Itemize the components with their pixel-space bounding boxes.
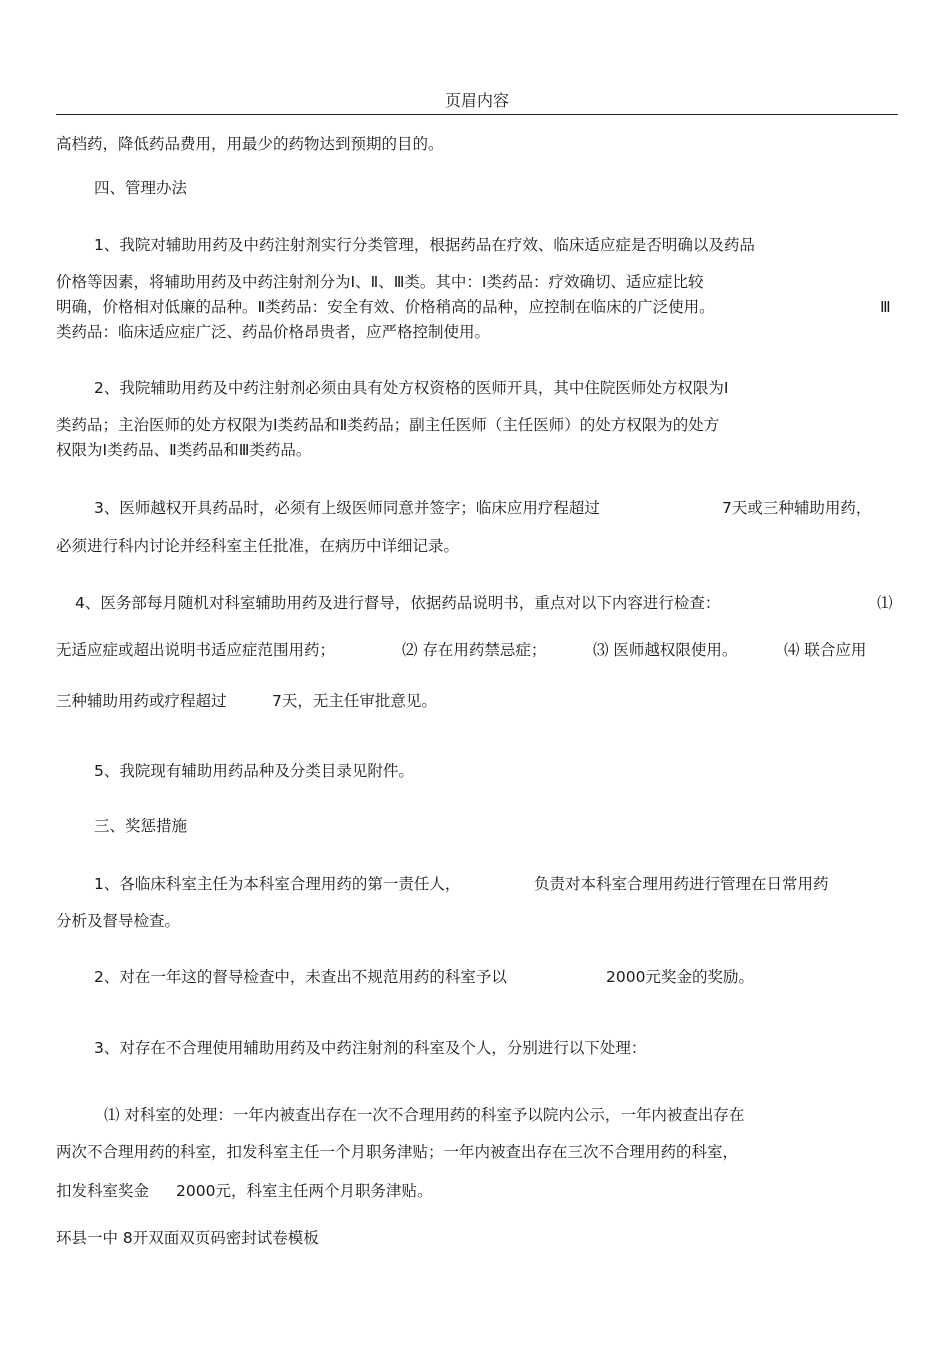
text-line: ⑴ 对科室的处理：一年内被查出存在一次不合理用药的科室予以院内公示，一年内被查出存在 xyxy=(104,1106,745,1124)
section-heading: 三、奖惩措施 xyxy=(94,817,188,835)
text-line: 1、各临床科室主任为本科室合理用药的第一责任人， xyxy=(94,875,461,893)
text-line: 三种辅助用药或疗程超过 xyxy=(56,692,227,710)
text-line: 类药品；主治医师的处方权限为Ⅰ类药品和Ⅱ类药品；副主任医师（主任医师）的处方权限为的处方 xyxy=(56,416,720,434)
text-line: ⑴ xyxy=(877,594,893,612)
text-line: 类药品：临床适应症广泛、药品价格昂贵者，应严格控制使用。 xyxy=(56,323,491,341)
text-line: ⑵ 存在用药禁忌症； xyxy=(402,641,547,659)
text-line: 7天或三种辅助用药， xyxy=(722,499,872,517)
text-line: 负责对本科室合理用药进行管理在日常用药 xyxy=(534,875,829,893)
text-line: 3、医师越权开具药品时，必须有上级医师同意并签字；临床应用疗程超过 xyxy=(94,499,600,517)
text-line: ⑷ 联合应用 xyxy=(784,641,867,659)
text-line: 权限为Ⅰ类药品、Ⅱ类药品和Ⅲ类药品。 xyxy=(56,441,312,459)
text-line: 必须进行科内讨论并经科室主任批准，在病历中详细记录。 xyxy=(56,537,460,555)
text-line: 3、对存在不合理使用辅助用药及中药注射剂的科室及个人，分别进行以下处理： xyxy=(94,1039,647,1057)
text-line: 2、对在一年这的督导检查中，未查出不规范用药的科室予以 xyxy=(94,968,507,986)
text-line: 两次不合理用药的科室，扣发科室主任一个月职务津贴；一年内被查出存在三次不合理用药的科室， xyxy=(56,1143,739,1161)
text-line: 7天，无主任审批意见。 xyxy=(272,692,437,710)
text-line: 扣发科室奖金 xyxy=(56,1182,150,1200)
text-line: 4、医务部每月随机对科室辅助用药及进行督导，依据药品说明书，重点对以下内容进行检查： xyxy=(75,594,721,612)
text-line: 分析及督导检查。 xyxy=(56,912,181,930)
text-line: 价格等因素，将辅助用药及中药注射剂分为Ⅰ、Ⅱ、Ⅲ类。其中：Ⅰ类药品：疗效确切、适应症比较 xyxy=(56,273,704,291)
text-line: ⑶ 医师越权限使用。 xyxy=(593,641,738,659)
text-line: 2、我院辅助用药及中药注射剂必须由具有处方权资格的医师开具，其中住院医师处方权限为Ⅰ xyxy=(94,379,729,397)
page-header: 页眉内容 xyxy=(56,90,898,115)
text-line: 2000元，科室主任两个月职务津贴。 xyxy=(176,1182,433,1200)
section-heading: 四、管理办法 xyxy=(94,179,188,197)
footer-text: 环县一中 8开双面双页码密封试卷模板 xyxy=(56,1229,319,1247)
text-line: 5、我院现有辅助用药品种及分类目录见附件。 xyxy=(94,762,414,780)
text-line: 2000元奖金的奖励。 xyxy=(606,968,754,986)
text-line: 无适应症或超出说明书适应症范围用药； xyxy=(56,641,336,659)
text-line: 高档药，降低药品费用，用最少的药物达到预期的目的。 xyxy=(56,135,444,153)
text-line: 明确，价格相对低廉的品种。Ⅱ类药品：安全有效、价格稍高的品种，应控制在临床的广泛使用。 xyxy=(56,298,715,316)
text-line: 1、我院对辅助用药及中药注射剂实行分类管理，根据药品在疗效、临床适应症是否明确以及药品 xyxy=(94,236,755,254)
text-line: Ⅲ xyxy=(880,298,891,316)
